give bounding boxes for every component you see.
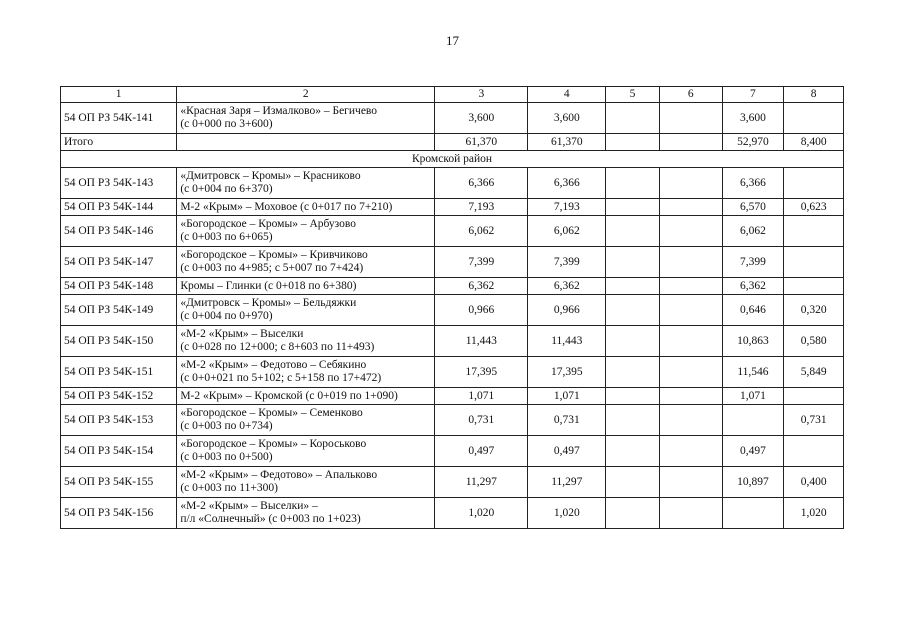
road-name-line: «М-2 «Крым» – Выселки» – (180, 500, 318, 512)
total-empty (177, 134, 435, 151)
cell-c4: 7,399 (528, 247, 606, 278)
cell-c7: 1,071 (722, 388, 784, 405)
cell-c8 (784, 247, 844, 278)
table-row (61, 357, 844, 388)
road-code: 54 ОП РЗ 54К-156 (61, 498, 177, 529)
table-row (61, 199, 844, 216)
cell-c7: 6,062 (722, 216, 784, 247)
road-name-line: (с 0+004 по 0+970) (180, 310, 273, 322)
total-row (61, 134, 844, 151)
cell-c6 (659, 405, 722, 436)
road-name (177, 168, 435, 199)
road-code: 54 ОП РЗ 54К-153 (61, 405, 177, 436)
cell-c7: 0,646 (722, 295, 784, 326)
cell-c6 (659, 168, 722, 199)
cell-c4: 0,966 (528, 295, 606, 326)
total-c6 (659, 134, 722, 151)
cell-c5 (606, 498, 660, 529)
road-name (177, 216, 435, 247)
cell-c8: 0,400 (784, 467, 844, 498)
road-name (177, 199, 435, 216)
cell-c7: 6,570 (722, 199, 784, 216)
road-name (177, 357, 435, 388)
table-row (61, 436, 844, 467)
header-cell: 2 (177, 87, 435, 103)
cell-c6 (659, 216, 722, 247)
table-row (61, 467, 844, 498)
cell-c5 (606, 436, 660, 467)
road-code: 54 ОП РЗ 54К-154 (61, 436, 177, 467)
cell-c8: 1,020 (784, 498, 844, 529)
road-code: 54 ОП РЗ 54К-141 (61, 103, 177, 134)
road-code: 54 ОП РЗ 54К-148 (61, 278, 177, 295)
total-c8: 8,400 (784, 134, 844, 151)
cell-c3: 1,020 (435, 498, 528, 529)
header-cell: 4 (528, 87, 606, 103)
table-row (61, 498, 844, 529)
road-name-line: (с 0+000 по 3+600) (180, 118, 273, 130)
road-code: 54 ОП РЗ 54К-144 (61, 199, 177, 216)
table-row (61, 216, 844, 247)
road-name (177, 326, 435, 357)
cell-c8 (784, 436, 844, 467)
cell-c7: 3,600 (722, 103, 784, 134)
cell-c4: 1,071 (528, 388, 606, 405)
cell-c3: 0,731 (435, 405, 528, 436)
cell-c4: 0,497 (528, 436, 606, 467)
cell-c7: 10,863 (722, 326, 784, 357)
total-c5 (606, 134, 660, 151)
cell-c8 (784, 103, 844, 134)
cell-c3: 1,071 (435, 388, 528, 405)
cell-c3: 0,497 (435, 436, 528, 467)
road-name-line: (с 0+003 по 0+734) (180, 420, 273, 432)
cell-c5 (606, 216, 660, 247)
cell-c5 (606, 388, 660, 405)
cell-c7 (722, 405, 784, 436)
cell-c4: 7,193 (528, 199, 606, 216)
cell-c3: 0,966 (435, 295, 528, 326)
cell-c7 (722, 498, 784, 529)
cell-c7: 10,897 (722, 467, 784, 498)
table-row (61, 103, 844, 134)
header-cell: 3 (435, 87, 528, 103)
cell-c6 (659, 278, 722, 295)
road-name-line: «М-2 «Крым» – Федотово» – Апальково (180, 469, 378, 481)
road-name (177, 247, 435, 278)
road-name (177, 405, 435, 436)
cell-c5 (606, 467, 660, 498)
road-name-line: «Богородское – Кромы» – Кривчиково (180, 249, 368, 261)
road-name (177, 278, 435, 295)
road-name-line: М-2 «Крым» – Моховое (с 0+017 по 7+210) (180, 200, 393, 213)
total-c4: 61,370 (528, 134, 606, 151)
road-name-line: М-2 «Крым» – Кромской (с 0+019 по 1+090) (180, 389, 398, 402)
road-name-line: «Красная Заря – Измалково» – Бегичево (180, 105, 378, 117)
road-name (177, 467, 435, 498)
total-label: Итого (61, 134, 177, 151)
cell-c4: 17,395 (528, 357, 606, 388)
cell-c5 (606, 103, 660, 134)
cell-c5 (606, 247, 660, 278)
cell-c7: 11,546 (722, 357, 784, 388)
cell-c4: 11,297 (528, 467, 606, 498)
cell-c3: 3,600 (435, 103, 528, 134)
cell-c3: 6,062 (435, 216, 528, 247)
cell-c4: 3,600 (528, 103, 606, 134)
road-code: 54 ОП РЗ 54К-152 (61, 388, 177, 405)
header-cell: 7 (722, 87, 784, 103)
cell-c6 (659, 498, 722, 529)
cell-c8: 5,849 (784, 357, 844, 388)
cell-c4: 6,366 (528, 168, 606, 199)
road-name-line: (с 0+003 по 6+065) (180, 231, 273, 243)
cell-c6 (659, 467, 722, 498)
road-name-line: «Дмитровск – Кромы» – Красниково (180, 170, 361, 182)
cell-c3: 6,362 (435, 278, 528, 295)
road-code: 54 ОП РЗ 54К-147 (61, 247, 177, 278)
road-name-line: «Дмитровск – Кромы» – Бельдяжки (180, 297, 357, 309)
cell-c3: 11,443 (435, 326, 528, 357)
table-row (61, 405, 844, 436)
cell-c7: 6,362 (722, 278, 784, 295)
road-name (177, 295, 435, 326)
road-name-line: (с 0+003 по 11+300) (180, 482, 278, 494)
cell-c4: 6,062 (528, 216, 606, 247)
header-cell: 8 (784, 87, 844, 103)
table-row (61, 168, 844, 199)
road-name (177, 388, 435, 405)
road-name-line: Кромы – Глинки (с 0+018 по 6+380) (180, 279, 357, 292)
road-name-line: (с 0+003 по 4+985; с 5+007 по 7+424) (180, 262, 364, 274)
road-code: 54 ОП РЗ 54К-155 (61, 467, 177, 498)
cell-c8 (784, 216, 844, 247)
cell-c5 (606, 326, 660, 357)
road-code: 54 ОП РЗ 54К-143 (61, 168, 177, 199)
cell-c3: 17,395 (435, 357, 528, 388)
cell-c6 (659, 388, 722, 405)
cell-c6 (659, 326, 722, 357)
road-name-line: «Богородское – Кромы» – Семенково (180, 407, 363, 419)
cell-c8: 0,580 (784, 326, 844, 357)
road-name-line: (с 0+0+021 по 5+102; с 5+158 по 17+472) (180, 372, 382, 384)
road-name (177, 436, 435, 467)
road-name-line: (с 0+004 по 6+370) (180, 183, 273, 195)
road-name-line: «М-2 «Крым» – Выселки (180, 328, 304, 340)
district-row (61, 151, 844, 168)
road-name (177, 498, 435, 529)
cell-c5 (606, 405, 660, 436)
cell-c6 (659, 295, 722, 326)
cell-c8: 0,320 (784, 295, 844, 326)
table-row (61, 326, 844, 357)
cell-c5 (606, 278, 660, 295)
roads-table (60, 86, 844, 529)
table-row (61, 247, 844, 278)
cell-c5 (606, 168, 660, 199)
cell-c6 (659, 357, 722, 388)
header-row (61, 87, 844, 103)
cell-c8: 0,731 (784, 405, 844, 436)
table-row (61, 278, 844, 295)
cell-c8 (784, 278, 844, 295)
cell-c6 (659, 247, 722, 278)
header-cell: 5 (606, 87, 660, 103)
road-name-line: (с 0+003 по 0+500) (180, 451, 273, 463)
cell-c3: 6,366 (435, 168, 528, 199)
cell-c8 (784, 168, 844, 199)
cell-c6 (659, 199, 722, 216)
cell-c3: 11,297 (435, 467, 528, 498)
table-row (61, 295, 844, 326)
cell-c7: 6,366 (722, 168, 784, 199)
cell-c7: 0,497 (722, 436, 784, 467)
road-name-line: «Богородское – Кромы» – Короськово (180, 438, 367, 450)
road-code: 54 ОП РЗ 54К-149 (61, 295, 177, 326)
road-code: 54 ОП РЗ 54К-146 (61, 216, 177, 247)
cell-c4: 1,020 (528, 498, 606, 529)
cell-c5 (606, 295, 660, 326)
road-name-line: «Богородское – Кромы» – Арбузово (180, 218, 356, 230)
cell-c5 (606, 199, 660, 216)
total-c7: 52,970 (722, 134, 784, 151)
cell-c4: 11,443 (528, 326, 606, 357)
cell-c7: 7,399 (722, 247, 784, 278)
cell-c4: 6,362 (528, 278, 606, 295)
cell-c3: 7,399 (435, 247, 528, 278)
cell-c6 (659, 436, 722, 467)
page-number: 17 (446, 33, 459, 48)
table-row (61, 388, 844, 405)
header-cell: 6 (659, 87, 722, 103)
cell-c8 (784, 388, 844, 405)
road-name-line: «М-2 «Крым» – Федотово – Себякино (180, 359, 367, 371)
road-name (177, 103, 435, 134)
district-label: Кромской район (61, 151, 844, 168)
cell-c8: 0,623 (784, 199, 844, 216)
cell-c3: 7,193 (435, 199, 528, 216)
cell-c6 (659, 103, 722, 134)
cell-c4: 0,731 (528, 405, 606, 436)
cell-c5 (606, 357, 660, 388)
road-name-line: (с 0+028 по 12+000; с 8+603 по 11+493) (180, 341, 375, 353)
road-code: 54 ОП РЗ 54К-150 (61, 326, 177, 357)
road-name-line: п/л «Солнечный» (с 0+003 по 1+023) (180, 513, 361, 525)
road-code: 54 ОП РЗ 54К-151 (61, 357, 177, 388)
total-c3: 61,370 (435, 134, 528, 151)
header-cell: 1 (61, 87, 177, 103)
